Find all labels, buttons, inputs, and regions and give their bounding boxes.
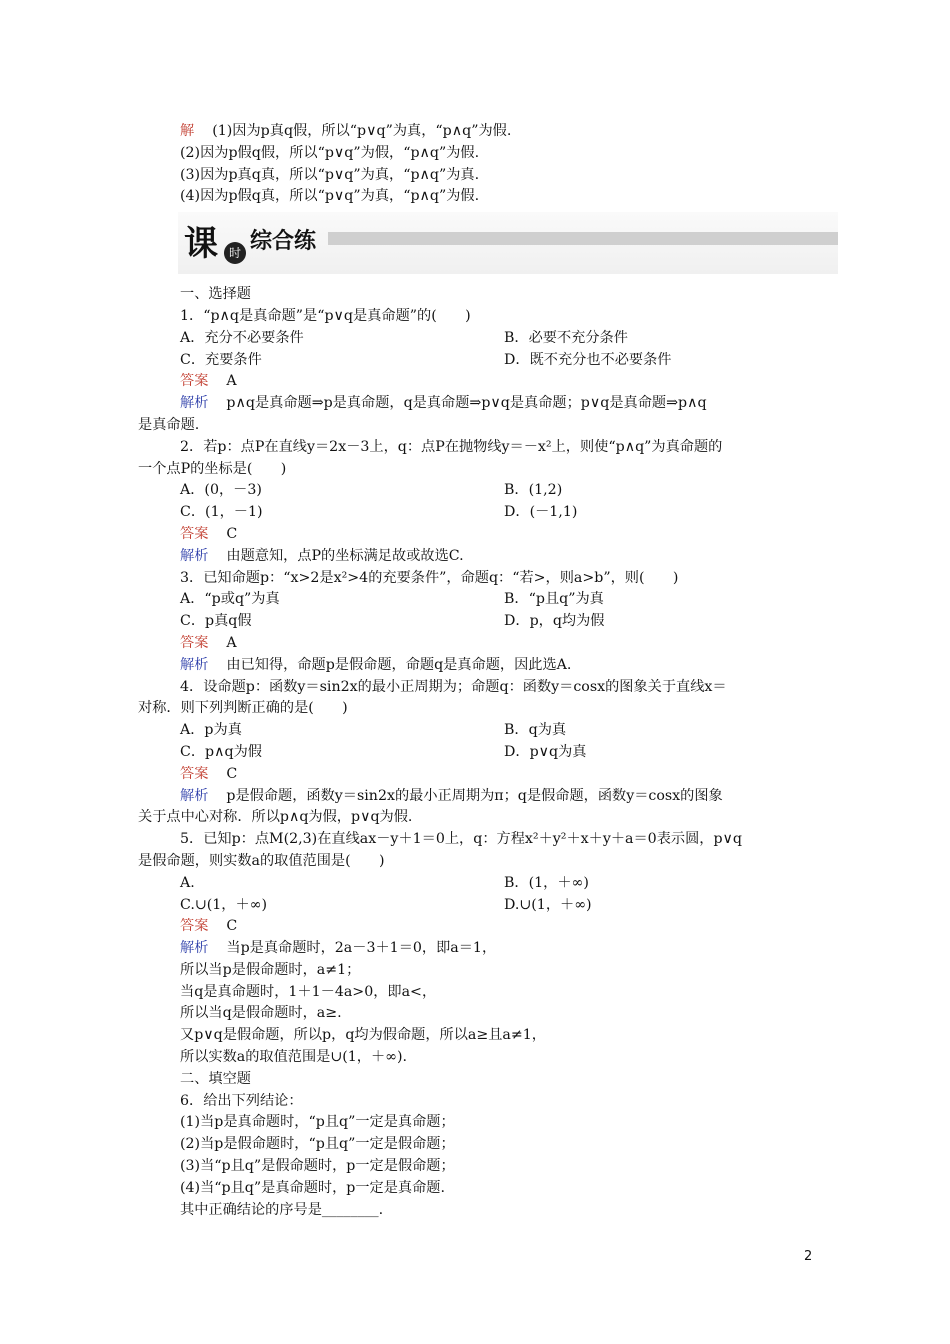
q6-stem: 6．给出下列结论：	[180, 1092, 303, 1109]
q5-options-cd: C.∪(1，＋∞) D.∪(1，＋∞)	[180, 896, 592, 913]
q1-answer: 答案 A	[180, 373, 237, 390]
banner-logo-badge: 时	[224, 242, 246, 264]
q6-line-2: (2)当p是假命题时，“p且q”一定是假命题；	[180, 1136, 455, 1153]
section-heading-fill: 二、填空题	[180, 1070, 251, 1087]
section-banner	[178, 212, 818, 274]
q3-answer: 答案 A	[180, 634, 237, 651]
section-heading-choice: 一、选择题	[180, 286, 251, 303]
banner-title: 综合练	[250, 229, 317, 255]
q5-analysis-4: 所以当q是假命题时，a≥.	[180, 1005, 342, 1022]
q4-answer: 答案 C	[180, 765, 238, 782]
q4-analysis: 解析 p是假命题，函数y＝sin2x的最小正周期为π；q是假命题，函数y＝cosx的图象	[180, 787, 723, 804]
q3-stem: 3．已知命题p：“x>2是x²>4的充要条件”，命题q：“若>，则a>b”，则( )	[180, 569, 679, 586]
q4-options-cd: C．p∧q为假 D．p∨q为真	[180, 743, 587, 760]
q4-options-ab: A．p为真 B．q为真	[180, 722, 567, 739]
q3-options-ab: A．“p或q”为真 B．“p且q”为真	[180, 591, 604, 608]
document-body	[138, 121, 818, 1221]
q6-line-1: (1)当p是真命题时，“p且q”一定是真命题；	[180, 1114, 455, 1131]
page-number: 2	[804, 1249, 813, 1264]
q1-options-cd: C．充要条件 D．既不充分也不必要条件	[180, 351, 672, 368]
banner-logo: 课	[184, 224, 216, 265]
banner-bar	[328, 232, 838, 245]
q1-options-ab: A．充分不必要条件 B．必要不充分条件	[180, 329, 628, 346]
q5-stem: 5．已知p：点M(2,3)在直线ax－y＋1＝0上，q：方程x²＋y²＋x＋y＋a＝0表示圆，p∨q	[180, 831, 743, 848]
q3-options-cd: C．p真q假 D．p，q均为假	[180, 613, 605, 630]
q5-analysis-3: 当q是真命题时，1＋1－4a>0，即a<，	[180, 983, 437, 1000]
solution-line-4: (4)因为p假q真，所以“p∨q”为真，“p∧q”为假.	[180, 188, 480, 205]
q2-options-cd: C．(1，－1) D．(－1,1)	[180, 504, 578, 521]
q4-stem-cont: 对称．则下列判断正确的是( )	[138, 700, 348, 717]
q5-answer: 答案 C	[180, 918, 238, 935]
q5-analysis-5: 又p∨q是假命题，所以p，q均为假命题，所以a≥且a≠1，	[180, 1027, 546, 1044]
solution-line-3: (3)因为p真q真，所以“p∨q”为真，“p∧q”为真.	[180, 166, 480, 183]
q5-stem-cont: 是假命题，则实数a的取值范围是( )	[138, 852, 385, 869]
q4-analysis-cont: 关于点中心对称．所以p∧q为假，p∨q为假.	[138, 809, 413, 826]
q3-analysis: 解析 由已知得，命题p是假命题，命题q是真命题，因此选A.	[180, 656, 572, 673]
q5-analysis: 解析 当p是真命题时，2a－3＋1＝0，即a＝1，	[180, 940, 497, 957]
q2-stem: 2．若p：点P在直线y＝2x－3上，q：点P在抛物线y＝－x²上，则使“p∧q”为真命题的	[180, 438, 723, 455]
solution-line-1: 解 (1)因为p真q假，所以“p∨q”为真，“p∧q”为假.	[180, 123, 512, 139]
q2-answer: 答案 C	[180, 525, 238, 542]
q4-stem: 4．设命题p：函数y＝sin2x的最小正周期为；命题q：函数y＝cosx的图象关于直线x＝	[180, 678, 727, 695]
q1-stem: 1．“p∧q是真命题”是“p∨q是真命题”的( )	[180, 307, 471, 324]
q6-line-4: (4)当“p且q”是真命题时，p一定是真命题.	[180, 1179, 445, 1196]
q6-line-5: 其中正确结论的序号是________.	[180, 1201, 384, 1218]
q2-options-ab: A．(0，－3) B．(1,2)	[180, 482, 563, 499]
q6-line-3: (3)当“p且q”是假命题时，p一定是假命题；	[180, 1158, 455, 1175]
q1-analysis: 解析 p∧q是真命题⇒p是真命题，q是真命题⇒p∨q是真命题；p∨q是真命题⇒p∧q	[180, 395, 707, 412]
q1-analysis-cont: 是真命题.	[138, 416, 200, 433]
q5-options-ab: A. B．(1，＋∞)	[180, 874, 589, 891]
q5-analysis-6: 所以实数a的取值范围是∪(1，＋∞).	[180, 1049, 408, 1066]
solution-line-2: (2)因为p假q假，所以“p∨q”为假，“p∧q”为假.	[180, 144, 480, 161]
q5-analysis-2: 所以当p是假命题时，a≠1；	[180, 961, 361, 978]
q2-analysis: 解析 由题意知，点P的坐标满足故或故选C.	[180, 547, 464, 564]
solution-label: 解	[180, 123, 195, 139]
q2-stem-cont: 一个点P的坐标是( )	[138, 460, 287, 477]
